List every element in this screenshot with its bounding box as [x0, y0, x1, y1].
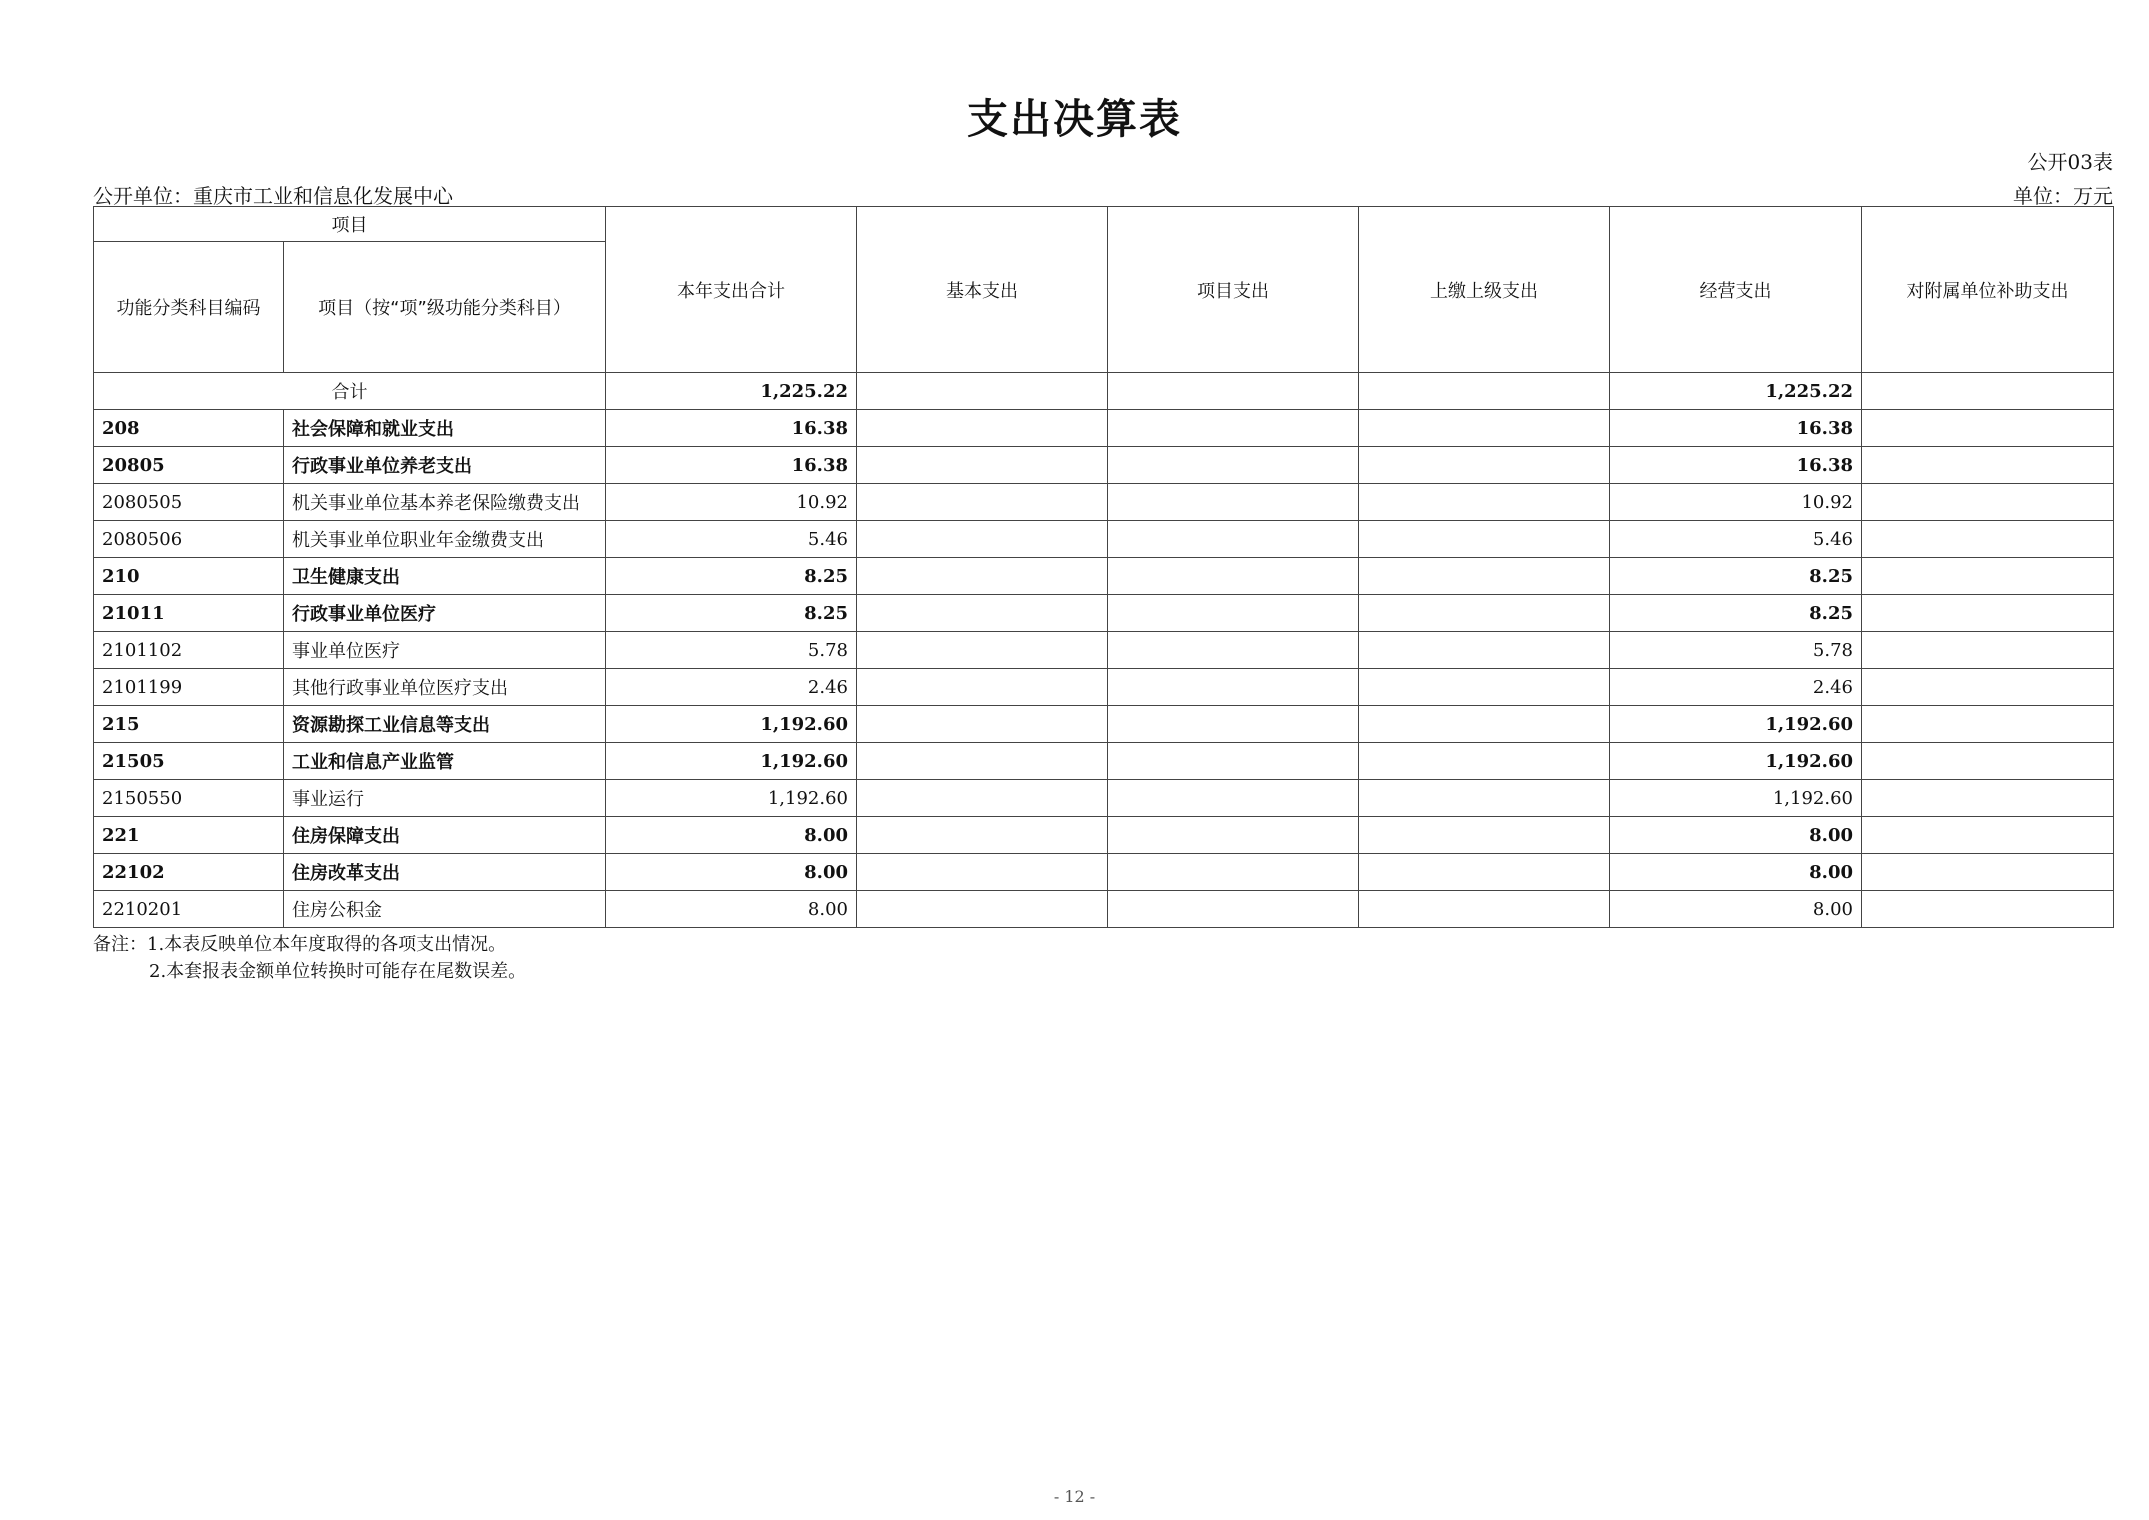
row-project: [1108, 521, 1359, 558]
header-basic: 基本支出: [857, 207, 1108, 373]
row-code: 2150550: [94, 780, 284, 817]
table-row: [94, 817, 2114, 854]
row-name: 工业和信息产业监管: [284, 743, 606, 780]
row-upper: [1359, 669, 1610, 706]
row-code: 215: [94, 706, 284, 743]
header-name: 项目（按“项”级功能分类科目）: [284, 242, 606, 373]
row-project: [1108, 854, 1359, 891]
row-upper: [1359, 743, 1610, 780]
row-basic: [857, 484, 1108, 521]
row-name: 其他行政事业单位医疗支出: [284, 669, 606, 706]
row-subsidy: [1862, 817, 2114, 854]
row-code: 2101102: [94, 632, 284, 669]
row-project: [1108, 743, 1359, 780]
row-name: 住房改革支出: [284, 854, 606, 891]
row-name: 资源勘探工业信息等支出: [284, 706, 606, 743]
row-basic: [857, 595, 1108, 632]
row-total: 8.00: [606, 817, 857, 854]
row-business: 5.78: [1610, 632, 1862, 669]
table-row: [94, 854, 2114, 891]
table-row: [94, 891, 2114, 928]
row-code: 21505: [94, 743, 284, 780]
row-name: 卫生健康支出: [284, 558, 606, 595]
table-row: [94, 780, 2114, 817]
row-name: 住房保障支出: [284, 817, 606, 854]
row-business: 8.00: [1610, 817, 1862, 854]
row-total: 8.00: [606, 854, 857, 891]
row-subsidy: [1862, 854, 2114, 891]
expenditure-table: [93, 206, 2114, 928]
row-business: 8.00: [1610, 854, 1862, 891]
row-project: [1108, 410, 1359, 447]
table-row: [94, 521, 2114, 558]
total-label: 合计: [94, 373, 606, 410]
row-business: 1,192.60: [1610, 743, 1862, 780]
table-row: [94, 706, 2114, 743]
row-project: [1108, 780, 1359, 817]
row-upper: [1359, 484, 1610, 521]
row-basic: [857, 891, 1108, 928]
page-title: 支出决算表: [967, 95, 1182, 143]
row-upper: [1359, 706, 1610, 743]
row-total: 1,192.60: [606, 743, 857, 780]
row-upper: [1359, 595, 1610, 632]
row-code: 2080506: [94, 521, 284, 558]
row-subsidy: [1862, 632, 2114, 669]
table-row: [94, 595, 2114, 632]
row-business: 2.46: [1610, 669, 1862, 706]
row-basic: [857, 632, 1108, 669]
reporting-unit: 公开单位：重庆市工业和信息化发展中心: [93, 184, 453, 208]
row-subsidy: [1862, 558, 2114, 595]
total-project: [1108, 373, 1359, 410]
row-project: [1108, 669, 1359, 706]
row-total: 16.38: [606, 447, 857, 484]
row-basic: [857, 817, 1108, 854]
row-total: 1,192.60: [606, 706, 857, 743]
row-subsidy: [1862, 521, 2114, 558]
row-basic: [857, 706, 1108, 743]
row-subsidy: [1862, 669, 2114, 706]
row-business: 1,192.60: [1610, 780, 1862, 817]
table-row: [94, 558, 2114, 595]
row-total: 16.38: [606, 410, 857, 447]
row-name: 事业单位医疗: [284, 632, 606, 669]
row-basic: [857, 558, 1108, 595]
row-project: [1108, 595, 1359, 632]
row-project: [1108, 817, 1359, 854]
row-project: [1108, 484, 1359, 521]
row-name: 行政事业单位医疗: [284, 595, 606, 632]
table-row: [94, 410, 2114, 447]
row-subsidy: [1862, 595, 2114, 632]
row-subsidy: [1862, 447, 2114, 484]
row-business: 16.38: [1610, 410, 1862, 447]
row-subsidy: [1862, 743, 2114, 780]
row-basic: [857, 780, 1108, 817]
row-code: 210: [94, 558, 284, 595]
row-basic: [857, 521, 1108, 558]
table-row: [94, 447, 2114, 484]
row-total: 10.92: [606, 484, 857, 521]
row-basic: [857, 410, 1108, 447]
row-subsidy: [1862, 410, 2114, 447]
row-total: 8.25: [606, 558, 857, 595]
row-subsidy: [1862, 780, 2114, 817]
total-row: [94, 373, 2114, 410]
row-code: 22102: [94, 854, 284, 891]
row-project: [1108, 447, 1359, 484]
row-code: 208: [94, 410, 284, 447]
row-business: 16.38: [1610, 447, 1862, 484]
header-business: 经营支出: [1610, 207, 1862, 373]
table-row: [94, 484, 2114, 521]
row-upper: [1359, 521, 1610, 558]
row-upper: [1359, 632, 1610, 669]
row-upper: [1359, 558, 1610, 595]
row-name: 事业运行: [284, 780, 606, 817]
header-upper: 上缴上级支出: [1359, 207, 1610, 373]
row-business: 8.00: [1610, 891, 1862, 928]
row-name: 机关事业单位职业年金缴费支出: [284, 521, 606, 558]
row-subsidy: [1862, 891, 2114, 928]
row-basic: [857, 447, 1108, 484]
row-project: [1108, 706, 1359, 743]
header-code: 功能分类科目编码: [94, 242, 284, 373]
table-number: 公开03表: [2027, 150, 2113, 174]
row-upper: [1359, 780, 1610, 817]
table-row: [94, 632, 2114, 669]
row-business: 10.92: [1610, 484, 1862, 521]
row-project: [1108, 632, 1359, 669]
row-total: 5.46: [606, 521, 857, 558]
row-subsidy: [1862, 484, 2114, 521]
total-business: 1,225.22: [1610, 373, 1862, 410]
row-total: 8.00: [606, 891, 857, 928]
header-total: 本年支出合计: [606, 207, 857, 373]
row-total: 8.25: [606, 595, 857, 632]
row-code: 21011: [94, 595, 284, 632]
row-upper: [1359, 891, 1610, 928]
total-upper: [1359, 373, 1610, 410]
row-code: 2210201: [94, 891, 284, 928]
note-2: 2.本套报表金额单位转换时可能存在尾数误差。: [149, 961, 527, 982]
notes: [93, 931, 526, 985]
note-1: 备注：1.本表反映单位本年度取得的各项支出情况。: [93, 934, 507, 955]
row-name: 行政事业单位养老支出: [284, 447, 606, 484]
row-project: [1108, 891, 1359, 928]
total-amount: 1,225.22: [606, 373, 857, 410]
total-subsidy: [1862, 373, 2114, 410]
row-code: 221: [94, 817, 284, 854]
row-subsidy: [1862, 706, 2114, 743]
currency-unit: 单位：万元: [2013, 184, 2113, 208]
row-upper: [1359, 410, 1610, 447]
row-total: 5.78: [606, 632, 857, 669]
row-name: 机关事业单位基本养老保险缴费支出: [284, 484, 606, 521]
row-name: 住房公积金: [284, 891, 606, 928]
row-code: 2080505: [94, 484, 284, 521]
row-basic: [857, 669, 1108, 706]
header-project: 项目: [94, 207, 606, 242]
table-row: [94, 743, 2114, 780]
row-total: 1,192.60: [606, 780, 857, 817]
row-business: 5.46: [1610, 521, 1862, 558]
row-business: 1,192.60: [1610, 706, 1862, 743]
row-total: 2.46: [606, 669, 857, 706]
row-basic: [857, 854, 1108, 891]
row-upper: [1359, 447, 1610, 484]
total-basic: [857, 373, 1108, 410]
row-name: 社会保障和就业支出: [284, 410, 606, 447]
row-upper: [1359, 854, 1610, 891]
page-number: - 12 -: [1053, 1487, 1096, 1506]
row-project: [1108, 558, 1359, 595]
row-basic: [857, 743, 1108, 780]
row-business: 8.25: [1610, 558, 1862, 595]
row-business: 8.25: [1610, 595, 1862, 632]
row-code: 20805: [94, 447, 284, 484]
header-project-expenditure: 项目支出: [1108, 207, 1359, 373]
header-subsidy: 对附属单位补助支出: [1862, 207, 2114, 373]
row-upper: [1359, 817, 1610, 854]
row-code: 2101199: [94, 669, 284, 706]
table-row: [94, 669, 2114, 706]
